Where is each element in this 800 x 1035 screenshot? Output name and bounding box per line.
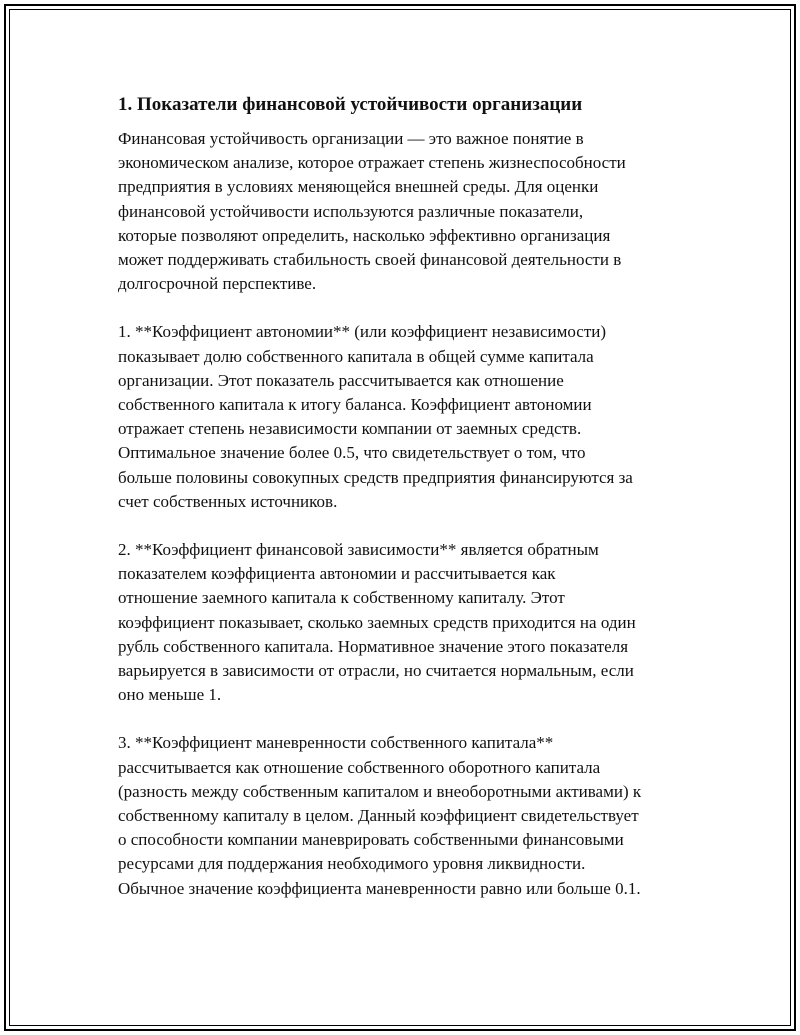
document-body — [118, 92, 698, 925]
text-line: коэффициент показывает, сколько заемных средств приходится на один — [118, 612, 636, 632]
text-line: варьируется в зависимости от отрасли, но считается нормальным, если — [118, 661, 634, 681]
paragraph-dependency-ratio — [118, 538, 698, 707]
text-line: долгосрочной перспективе. — [118, 274, 317, 294]
paragraph-maneuverability-ratio — [118, 731, 698, 900]
text-line: показателем коэффициента автономии и рассчитывается как — [118, 564, 556, 584]
paragraph-autonomy-ratio — [118, 320, 698, 514]
text-line: 2. **Коэффициент финансовой зависимости** является обратным — [118, 540, 599, 560]
text-line: финансовой устойчивости используются различные показатели, — [118, 201, 584, 221]
text-line: показывает долю собственного капитала в общей сумме капитала — [118, 346, 594, 366]
text-line: Обычное значение коэффициента маневренности равно или больше 0.1. — [118, 878, 641, 898]
text-line: о способности компании маневрировать собственными финансовыми — [118, 830, 624, 850]
paragraph-intro — [118, 127, 698, 296]
text-line: 1. **Коэффициент автономии** (или коэффициент независимости) — [118, 322, 607, 342]
text-line: оно меньше 1. — [118, 685, 222, 705]
text-line: Финансовая устойчивость организации — это важное понятие в — [118, 129, 584, 148]
text-line: организации. Этот показатель рассчитывается как отношение — [118, 370, 564, 390]
text-line: отношение заемного капитала к собственному капиталу. Этот — [118, 588, 565, 608]
section-heading: 1. Показатели финансовой устойчивости организации — [118, 94, 583, 115]
text-line: которые позволяют определить, насколько эффективно организация — [118, 225, 611, 245]
text-line: больше половины совокупных средств предприятия финансируются за — [118, 467, 633, 487]
text-line: (разность между собственным капиталом и внеоборотными активами) к — [118, 781, 642, 801]
text-line: счет собственных источников. — [118, 491, 338, 511]
text-line: экономическом анализе, которое отражает степень жизнеспособности — [118, 153, 626, 173]
text-line: ресурсами для поддержания необходимого уровня ликвидности. — [118, 854, 586, 874]
text-line: предприятия в условиях меняющейся внешней среды. Для оценки — [118, 177, 599, 197]
text-line: отражает степень независимости компании от заемных средств. — [118, 419, 582, 439]
text-line: собственного капитала к итогу баланса. Коэффициент автономии — [118, 395, 592, 415]
text-line: рубль собственного капитала. Нормативное значение этого показателя — [118, 636, 629, 656]
text-line: рассчитывается как отношение собственного оборотного капитала — [118, 757, 601, 777]
text-line: 3. **Коэффициент маневренности собственного капитала** — [118, 733, 554, 753]
text-line: может поддерживать стабильность своей финансовой деятельности в — [118, 250, 622, 270]
text-line: Оптимальное значение более 0.5, что свидетельствует о том, что — [118, 443, 586, 463]
text-line: собственному капиталу в целом. Данный коэффициент свидетельствует — [118, 806, 639, 826]
